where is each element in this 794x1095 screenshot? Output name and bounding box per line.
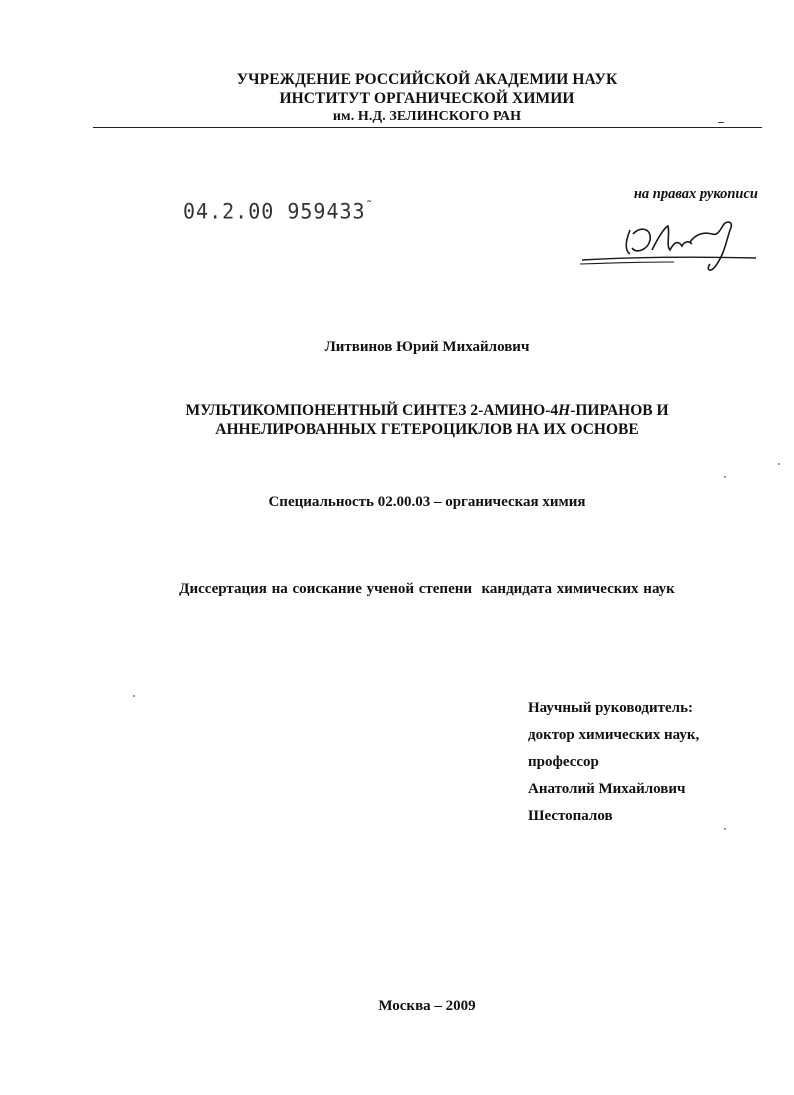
- title-line-1-italic: Н: [558, 402, 571, 419]
- header-divider: [93, 127, 762, 128]
- title-line-1: [0, 401, 794, 420]
- divider-mark: [718, 122, 724, 123]
- handwritten-signature: [578, 212, 758, 274]
- city-year: Москва – 2009: [378, 998, 476, 1014]
- supervisor-surname: Шестопалов: [528, 808, 613, 824]
- title-line-1-part-1: МУЛЬТИКОМПОНЕНТНЫЙ СИНТЕЗ 2-АМИНО-4: [185, 402, 559, 419]
- catalog-number-stamp: [183, 198, 374, 223]
- title-line-2: АННЕЛИРОВАННЫХ ГЕТЕРОЦИКЛОВ НА ИХ ОСНОВЕ: [215, 421, 639, 438]
- scan-speck: [724, 476, 726, 478]
- specialty: Специальность 02.00.03 – органическая химия: [268, 494, 586, 510]
- title-line-1-part-2: -ПИРАНОВ И: [570, 402, 669, 419]
- rights-note: на правах рукописи: [633, 186, 758, 202]
- scan-speck: [724, 828, 726, 830]
- institution-line-2: ИНСТИТУТ ОРГАНИЧЕСКОЙ ХИМИИ: [279, 90, 575, 107]
- author-name: Литвинов Юрий Михайлович: [324, 339, 530, 355]
- dissertation-title: [0, 401, 794, 439]
- supervisor-block: [528, 695, 699, 830]
- institution-header: [0, 70, 794, 126]
- dissertation-degree: Диссертация на соискание ученой степени кандидата химических наук: [179, 581, 675, 597]
- supervisor-rank: профессор: [528, 754, 599, 770]
- institution-line-3: им. Н.Д. ЗЕЛИНСКОГО РАН: [332, 109, 522, 124]
- catalog-number-tick: ˜: [365, 198, 374, 214]
- supervisor-name: Анатолий Михайлович: [528, 781, 686, 797]
- catalog-number: 04.2.00 959433: [183, 198, 366, 224]
- scan-speck: [133, 695, 135, 697]
- supervisor-degree: доктор химических наук,: [528, 727, 700, 743]
- scan-speck: [778, 463, 780, 465]
- institution-line-1: УЧРЕЖДЕНИЕ РОССИЙСКОЙ АКАДЕМИИ НАУК: [236, 71, 618, 88]
- supervisor-role: Научный руководитель:: [528, 700, 693, 716]
